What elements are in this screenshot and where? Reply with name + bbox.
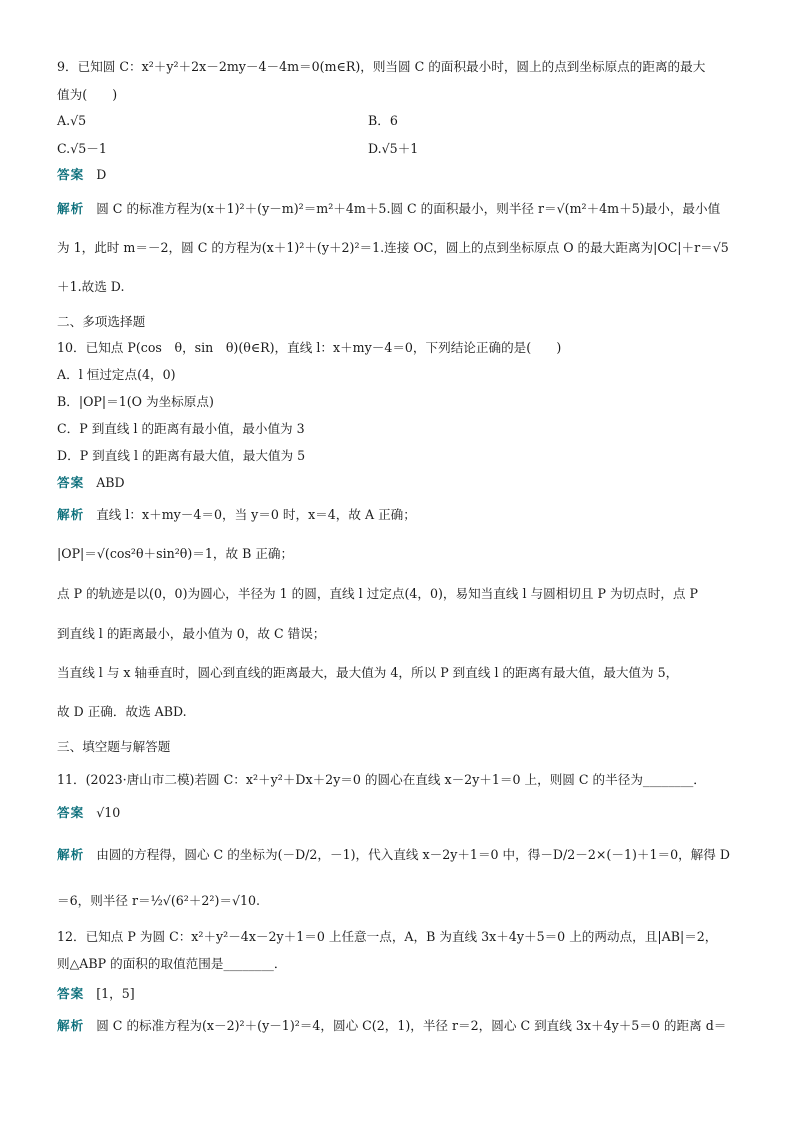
q12-solution-line1 xyxy=(57,1017,742,1035)
q11-answer xyxy=(57,804,742,822)
q9-answer xyxy=(57,166,742,184)
q9-stem-line1: 9．已知圆 C：x²＋y²＋2x－2my－4－4m＝0(m∈R)，则当圆 C 的面积最小时，圆上的点到坐标原点的距离的最大 xyxy=(57,59,706,74)
q12-solution-text1: 圆 C 的标准方程为(x－2)²＋(y－1)²＝4，圆心 C(2，1)，半径 r＝2，圆心 C 到直线 3x＋4y＋5＝0 的距离 d＝ xyxy=(96,1018,727,1033)
q9-options-row1 xyxy=(57,112,742,130)
q9-solution-line2: 为 1，此时 m＝－2，圆 C 的方程为(x＋1)²＋(y＋2)²＝1.连接 OC，圆上的点到坐标原点 O 的最大距离为|OC|＋r＝√5 xyxy=(57,240,729,255)
q10-stem: 10．已知点 P(cos θ，sin θ)(θ∈R)，直线 l：x＋my－4＝0，下列结论正确的是( ) xyxy=(57,340,562,355)
q10-option-a: A．l 恒过定点(4，0) xyxy=(57,367,176,382)
q11-solution-line1 xyxy=(57,846,742,864)
q10-solution-line6: 故 D 正确．故选 ABD. xyxy=(57,704,187,719)
q9-option-d: D.√5＋1 xyxy=(368,141,419,156)
q9-stem-line2: 值为( ) xyxy=(57,87,118,102)
q11-answer-value: √10 xyxy=(96,805,121,820)
q11-solution-line2: ＝6，则半径 r＝½√(6²＋2²)＝√10. xyxy=(57,893,261,908)
q9-solution-text1: 圆 C 的标准方程为(x＋1)²＋(y－m)²＝m²＋4m＋5.圆 C 的面积最小，则半径 r＝√(m²＋4m＋5)最小，最小值 xyxy=(96,201,721,216)
q10-solution-line2: |OP|＝√(cos²θ＋sin²θ)＝1，故 B 正确； xyxy=(57,546,294,561)
q10-solution-line4: 到直线 l 的距离最小，最小值为 0，故 C 错误； xyxy=(57,626,326,641)
q9-option-c: C.√5－1 xyxy=(57,141,107,156)
q12-answer-label: 答案 xyxy=(57,986,85,1001)
q10-option-b: B．|OP|＝1(O 为坐标原点) xyxy=(57,394,214,409)
section-multiple-choice: 二、多项选择题 xyxy=(57,314,146,329)
q11-solution-label: 解析 xyxy=(57,847,85,862)
q12-stem-line2: 则△ABP 的面积的取值范围是________． xyxy=(57,956,287,971)
q9-solution-line3: ＋1.故选 D. xyxy=(57,279,125,294)
q10-solution-text1: 直线 l：x＋my－4＝0，当 y＝0 时，x＝4，故 A 正确； xyxy=(96,507,416,522)
q11-stem: 11．(2023·唐山市二模)若圆 C：x²＋y²＋Dx＋2y＝0 的圆心在直线 x－2y＋1＝0 上，则圆 C 的半径为________． xyxy=(57,772,706,787)
q9-option-a: A.√5 xyxy=(57,113,87,128)
q10-option-d: D．P 到直线 l 的距离有最大值，最大值为 5 xyxy=(57,448,306,463)
q9-answer-label: 答案 xyxy=(57,167,85,182)
q9-solution-label: 解析 xyxy=(57,201,85,216)
q12-answer-value: [1，5] xyxy=(96,986,135,1001)
q9-answer-value: D xyxy=(96,167,107,182)
section-fill-in: 三、填空题与解答题 xyxy=(57,739,171,754)
q9-solution-line1 xyxy=(57,200,742,218)
q11-answer-label: 答案 xyxy=(57,805,85,820)
q10-solution-line5: 当直线 l 与 x 轴垂直时，圆心到直线的距离最大，最大值为 4，所以 P 到直线 l 的距离有最大值，最大值为 5， xyxy=(57,665,679,680)
q11-solution-text1: 由圆的方程得，圆心 C 的坐标为(－D/2，－1)，代入直线 x－2y＋1＝0 中，得－D/2－2×(－1)＋1＝0，解得 D xyxy=(96,847,730,862)
q10-solution-line3: 点 P 的轨迹是以(0，0)为圆心，半径为 1 的圆，直线 l 过定点(4，0)，易知当直线 l 与圆相切且 P 为切点时，点 P xyxy=(57,586,698,601)
q10-answer-label: 答案 xyxy=(57,475,85,490)
q12-stem-line1: 12．已知点 P 为圆 C：x²＋y²－4x－2y＋1＝0 上任意一点，A，B 为直线 3x＋4y＋5＝0 上的两动点，且|AB|＝2， xyxy=(57,929,718,944)
q10-solution-label: 解析 xyxy=(57,507,85,522)
q12-solution-label: 解析 xyxy=(57,1018,85,1033)
q10-solution-line1 xyxy=(57,506,742,524)
q9-option-b: B．6 xyxy=(368,113,398,128)
q10-option-c: C．P 到直线 l 的距离有最小值，最小值为 3 xyxy=(57,421,305,436)
q10-answer-value: ABD xyxy=(96,475,125,490)
q10-answer xyxy=(57,474,742,492)
q9-options-row2 xyxy=(57,140,742,158)
q12-answer xyxy=(57,985,742,1003)
